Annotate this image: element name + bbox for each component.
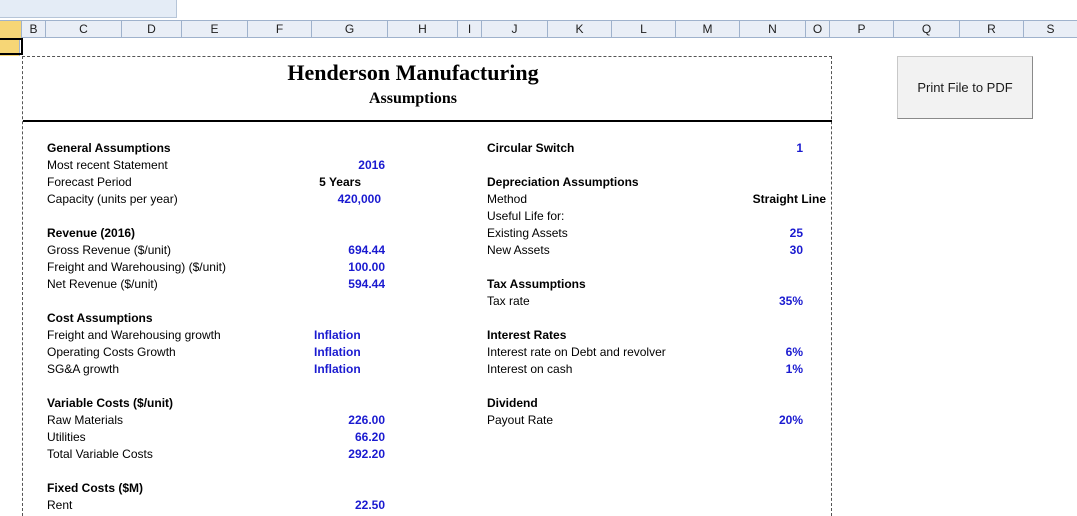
variable-costs-heading: Variable Costs ($/unit)	[47, 396, 174, 410]
column-header-f[interactable]: F	[248, 21, 312, 38]
general-row-value[interactable]: 2016	[358, 158, 385, 172]
column-header-p[interactable]: P	[830, 21, 894, 38]
general-row-value[interactable]: 420,000	[337, 192, 381, 206]
tax-row-label: Tax rate	[487, 294, 530, 308]
revenue-row-value[interactable]: 594.44	[348, 277, 385, 291]
cost-assumptions-heading: Cost Assumptions	[47, 311, 153, 325]
depreciation-row-label: New Assets	[487, 243, 550, 257]
revenue-heading: Revenue (2016)	[47, 226, 136, 240]
active-cell[interactable]	[0, 38, 23, 55]
variable-row-label: Total Variable Costs	[47, 447, 153, 461]
report-title: Henderson Manufacturing	[287, 60, 539, 85]
cost-row-label: Freight and Warehousing growth	[47, 328, 221, 342]
column-header-j[interactable]: J	[482, 21, 548, 38]
column-header-e[interactable]: E	[182, 21, 248, 38]
column-header-h[interactable]: H	[388, 21, 458, 38]
cost-row-label: Operating Costs Growth	[47, 345, 176, 359]
title-rule	[23, 120, 832, 122]
interest-rates-heading: Interest Rates	[487, 328, 567, 342]
revenue-row-label: Net Revenue ($/unit)	[47, 277, 158, 291]
general-row-label: Most recent Statement	[47, 158, 168, 172]
fixed-row-label: Rent	[47, 498, 73, 512]
fixed-row-value[interactable]: 22.50	[354, 498, 385, 512]
column-header-i[interactable]: I	[458, 21, 482, 38]
column-header-n[interactable]: N	[740, 21, 806, 38]
revenue-row-value[interactable]: 100.00	[348, 260, 385, 274]
depreciation-method-label: Method	[487, 192, 528, 206]
column-header-o[interactable]: O	[806, 21, 830, 38]
dividend-row-value[interactable]: 20%	[778, 413, 803, 427]
select-all-corner[interactable]	[0, 21, 22, 38]
column-header-b[interactable]: B	[22, 21, 46, 38]
column-header-g[interactable]: G	[312, 21, 388, 38]
cost-row-label: SG&A growth	[47, 362, 120, 376]
depreciation-heading: Depreciation Assumptions	[487, 175, 639, 189]
print-area	[22, 56, 832, 516]
column-header-k[interactable]: K	[548, 21, 612, 38]
general-assumptions-heading: General Assumptions	[47, 141, 171, 155]
useful-life-label: Useful Life for:	[487, 209, 565, 223]
column-header-q[interactable]: Q	[894, 21, 960, 38]
circular-switch-label: Circular Switch	[487, 141, 575, 155]
revenue-row-label: Freight and Warehousing) ($/unit)	[47, 260, 226, 274]
column-header-bar	[0, 20, 1077, 38]
column-header-s[interactable]: S	[1046, 22, 1055, 36]
variable-row-label: Raw Materials	[47, 413, 124, 427]
dividend-row-label: Payout Rate	[487, 413, 554, 427]
revenue-row-label: Gross Revenue ($/unit)	[47, 243, 172, 257]
name-box[interactable]	[0, 0, 177, 18]
tax-heading: Tax Assumptions	[487, 277, 586, 291]
depreciation-row-value[interactable]: 25	[789, 226, 803, 240]
general-row-label: Capacity (units per year)	[47, 192, 178, 206]
fixed-costs-heading: Fixed Costs ($M)	[47, 481, 144, 495]
column-header-d[interactable]: D	[122, 21, 182, 38]
interest-row-label: Interest on cash	[487, 362, 573, 376]
cost-row-value[interactable]: Inflation	[314, 362, 361, 376]
general-row-value[interactable]: 5 Years	[319, 175, 361, 189]
variable-row-value[interactable]: 226.00	[348, 413, 385, 427]
interest-row-value[interactable]: 6%	[785, 345, 803, 359]
print-to-pdf-button[interactable]: Print File to PDF	[897, 56, 1033, 119]
interest-row-label: Interest rate on Debt and revolver	[487, 345, 666, 359]
column-header-l[interactable]: L	[612, 21, 676, 38]
dividend-heading: Dividend	[487, 396, 538, 410]
general-row-label: Forecast Period	[47, 175, 132, 189]
depreciation-row-label: Existing Assets	[487, 226, 568, 240]
revenue-row-value[interactable]: 694.44	[348, 243, 385, 257]
name-bar	[0, 0, 1077, 19]
variable-row-value[interactable]: 66.20	[354, 430, 385, 444]
variable-row-label: Utilities	[47, 430, 86, 444]
interest-row-value[interactable]: 1%	[785, 362, 803, 376]
cost-row-value[interactable]: Inflation	[314, 345, 361, 359]
depreciation-row-value[interactable]: 30	[789, 243, 803, 257]
circular-switch-value[interactable]: 1	[796, 141, 803, 155]
column-header-c[interactable]: C	[46, 21, 122, 38]
tax-row-value[interactable]: 35%	[778, 294, 803, 308]
variable-row-value[interactable]: 292.20	[348, 447, 385, 461]
column-header-m[interactable]: M	[676, 21, 740, 38]
depreciation-method-value[interactable]: Straight Line	[752, 192, 826, 206]
cost-row-value[interactable]: Inflation	[314, 328, 361, 342]
report-subtitle: Assumptions	[368, 90, 458, 107]
column-header-r[interactable]: R	[960, 21, 1024, 38]
